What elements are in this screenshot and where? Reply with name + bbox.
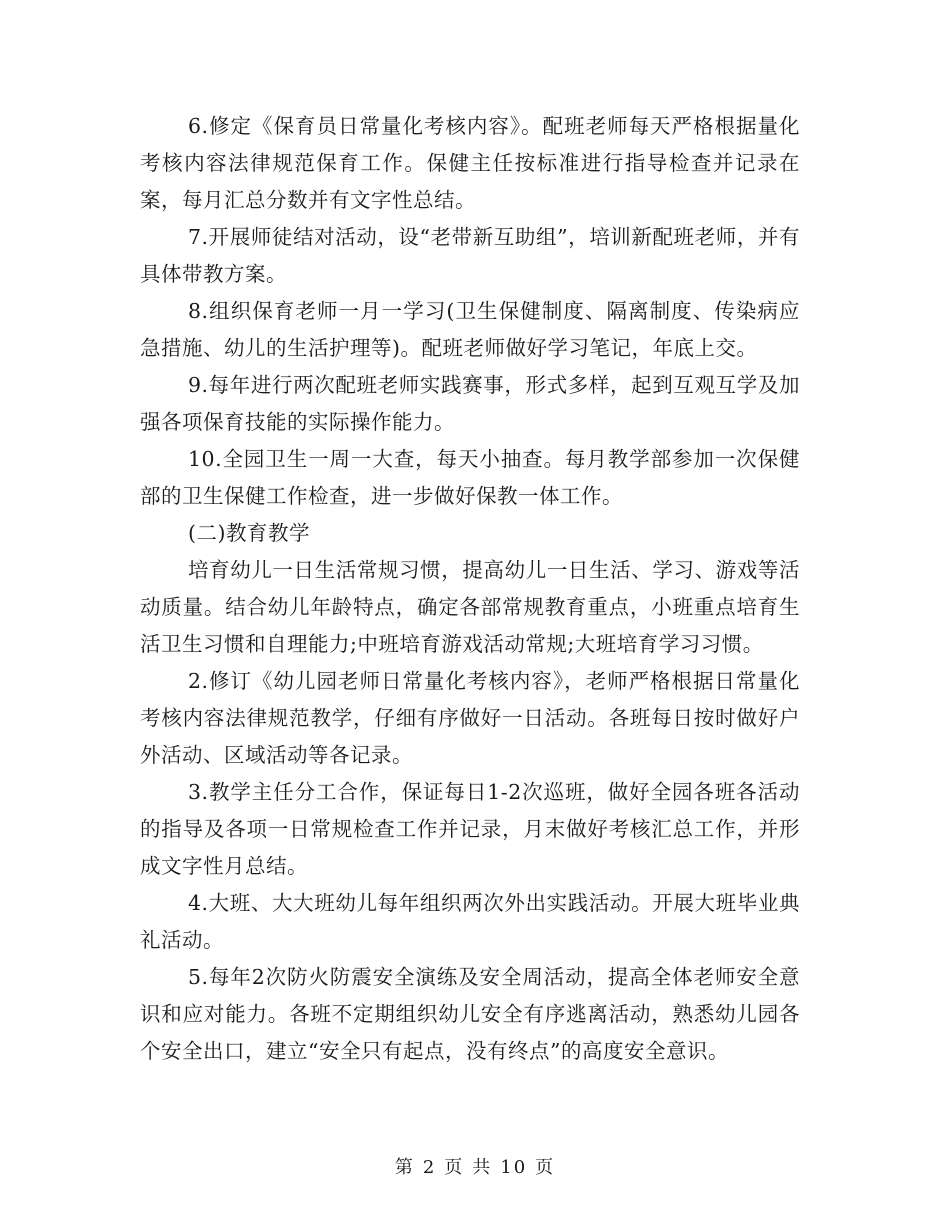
paragraph-9-practice-contest: 9.每年进行两次配班老师实践赛事，形式多样，起到互观互学及加强各项保育技能的实际操作能力。 — [140, 373, 800, 434]
paragraph-10-hygiene-check: 10.全园卫生一周一大查，每天小抽查。每月教学部参加一次保健部的卫生保健工作检查，进一步做好保教一体工作。 — [140, 447, 800, 508]
paragraph-6-edit-assessment: 6.修定《保育员日常量化考核内容》。配班老师每天严格根据量化考核内容法律规范保育工作。保健主任按标准进行指导检查并记录在案，每月汇总分数并有文字性总结。 — [140, 114, 800, 212]
total-pages-number: 10 — [500, 1157, 528, 1178]
section-heading-education: (二)教育教学 — [188, 521, 310, 545]
paragraph-5-safety-drills: 5.每年2次防火防震安全演练及安全周活动，提高全体老师安全意识和应对能力。各班不定期组织幼儿安全有序逃离活动，熟悉幼儿园各个安全出口，建立“安全只有起点，没有终点”的高度安全意识。 — [140, 965, 800, 1063]
paragraph-8-monthly-study: 8.组织保育老师一月一学习(卫生保健制度、隔离制度、传染病应急措施、幼儿的生活护理等)。配班老师做好学习笔记，年底上交。 — [140, 299, 800, 360]
footer-prefix: 第 — [394, 1157, 415, 1178]
paragraph-daily-routine: 培育幼儿一日生活常规习惯，提高幼儿一日生活、学习、游戏等活动质量。结合幼儿年龄特点，确定各部常规教育重点，小班重点培育生活卫生习惯和自理能力;中班培育游戏活动常规;大班培育学习习惯。 — [140, 558, 800, 656]
footer-page-label: 页 — [444, 1157, 465, 1178]
paragraph-3-supervision: 3.教学主任分工合作，保证每日1-2次巡班，做好全园各班各活动的指导及各项一日常规检查工作并记录，月末做好考核汇总工作，并形成文字性月总结。 — [140, 780, 800, 878]
document-body — [140, 108, 800, 1070]
paragraph-2-teacher-assessment: 2.修订《幼儿园老师日常量化考核内容》，老师严格根据日常量化考核内容法律规范教学，仔细有序做好一日活动。各班每日按时做好户外活动、区域活动等各记录。 — [140, 669, 800, 767]
footer-total-label: 共 — [472, 1157, 493, 1178]
paragraph-4-outings: 4.大班、大大班幼儿每年组织两次外出实践活动。开展大班毕业典礼活动。 — [140, 891, 800, 952]
footer-suffix: 页 — [535, 1157, 556, 1178]
page-footer — [0, 1153, 950, 1179]
paragraph-7-mentoring: 7.开展师徒结对活动，设“老带新互助组”，培训新配班老师，并有具体带教方案。 — [140, 225, 800, 286]
current-page-number: 2 — [422, 1157, 437, 1178]
